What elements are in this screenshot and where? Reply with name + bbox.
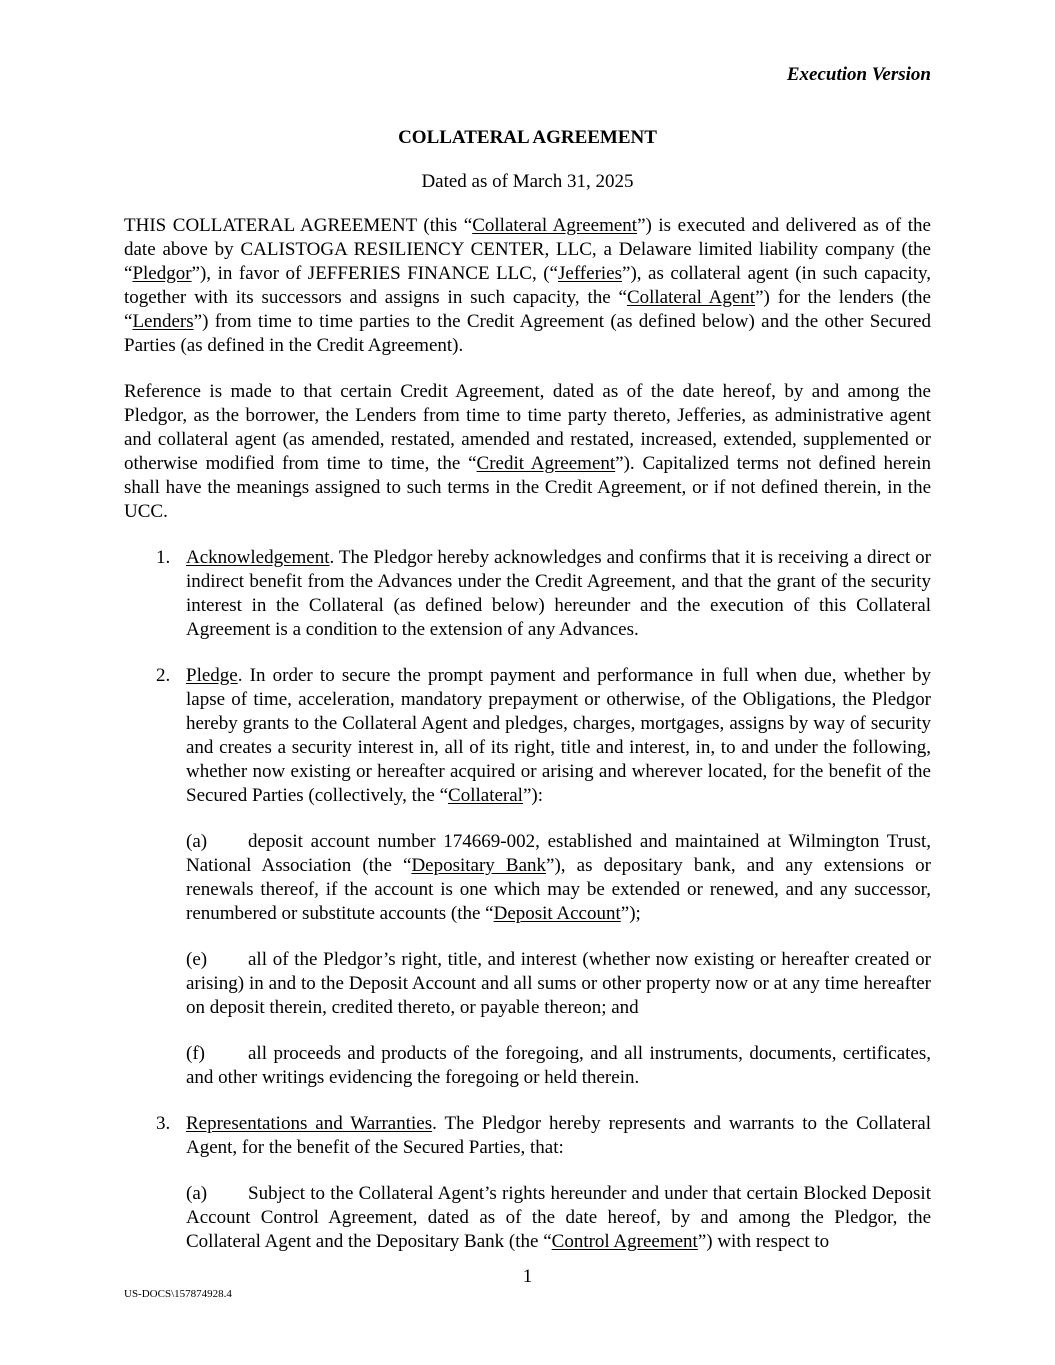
section-2: [124, 664, 931, 1090]
page-number: 1: [522, 1266, 533, 1287]
clause-a: (a) deposit account number 174669-002, established and maintained at Wilmington Trust, National Association (the “Depositary Bank”), as depositary bank, and any extensions or renewals thereof, if the account is one which may be extended or renewed, and any successor, renumbered or substitute accounts (the “Deposit Account”);: [186, 831, 931, 924]
document-title: COLLATERAL AGREEMENT: [398, 127, 657, 148]
section-heading: Pledge: [186, 665, 238, 686]
section-2-text: Pledge. In order to secure the prompt payment and performance in full when due, whether by lapse of time, acceleration, mandatory prepayment or otherwise, of the Obligations, the Pledgor hereby grants to the Collateral Agent and pledges, charges, mortgages, assigns by way of security and creates a security interest in, all of its right, title and interest, in, to and under the following, whether now existing or hereafter acquired or arising and wherever located, for the benefit of the Secured Parties (collectively, the “Collateral”):: [186, 665, 931, 806]
section-1: [124, 546, 931, 642]
defined-term: Jefferies: [558, 263, 623, 284]
section-heading: Acknowledgement: [186, 547, 330, 568]
section-3: [124, 1112, 931, 1254]
section-1-text: Acknowledgement. The Pledgor hereby acknowledges and confirms that it is receiving a direct or indirect benefit from the Advances under the Credit Agreement, and that the grant of the security interest in the Collateral (as defined below) hereunder and the execution of this Collateral Agreement is a condition to the extension of any Advances.: [186, 547, 931, 640]
clause-f: (f) all proceeds and products of the foregoing, and all instruments, documents, certificates, and other writings evidencing the foregoing or held therein.: [186, 1043, 931, 1088]
clause-label: (f): [186, 1043, 205, 1064]
defined-term: Collateral Agent: [626, 287, 756, 308]
execution-version-label: Execution Version: [786, 64, 931, 85]
defined-term: Depositary Bank: [411, 855, 547, 876]
section-number: 2.: [156, 665, 171, 686]
section-number: 3.: [156, 1113, 171, 1134]
defined-term: Collateral: [448, 785, 523, 806]
clause-e: (e) all of the Pledgor’s right, title, and interest (whether now existing or hereafter created or arising) in and to the Deposit Account and all sums or other property now or at any time hereafter on deposit therein, credited thereto, or payable thereon; and: [186, 949, 931, 1018]
defined-term: Collateral Agreement: [472, 215, 638, 236]
defined-term: Deposit Account: [493, 903, 621, 924]
defined-term: Credit Agreement: [476, 453, 616, 474]
section-number: 1.: [156, 547, 171, 568]
defined-term: Lenders: [132, 311, 194, 332]
document-body: [124, 214, 931, 1276]
clause-label: (a): [186, 831, 208, 852]
intro-paragraph: THIS COLLATERAL AGREEMENT (this “Collateral Agreement”) is executed and delivered as of the date above by CALISTOGA RESILIENCY CENTER, LLC, a Delaware limited liability company (the “Pledgor”), in favor of JEFFERIES FINANCE LLC, (“Jefferies”), as collateral agent (in such capacity, together with its successors and assigns in such capacity, the “Collateral Agent”) for the lenders (the “Lenders”) from time to time parties to the Credit Agreement (as defined below) and the other Secured Parties (as defined in the Credit Agreement).: [124, 215, 931, 356]
clause-label: (e): [186, 949, 208, 970]
clause-label: (a): [186, 1183, 208, 1204]
defined-term: Control Agreement: [551, 1231, 698, 1252]
document-date: Dated as of March 31, 2025: [421, 171, 634, 192]
defined-term: Pledgor: [132, 263, 192, 284]
section-heading: Representations and Warranties: [186, 1113, 433, 1134]
section-3-text: Representations and Warranties. The Pledgor hereby represents and warrants to the Collateral Agent, for the benefit of the Secured Parties, that:: [186, 1113, 931, 1158]
document-id: US-DOCS\157874928.4: [124, 1288, 232, 1300]
reference-paragraph: Reference is made to that certain Credit Agreement, dated as of the date hereof, by and among the Pledgor, as the borrower, the Lenders from time to time party thereto, Jefferies, as administrative agent and collateral agent (as amended, restated, amended and restated, increased, extended, supplemented or otherwise modified from time to time, the “Credit Agreement”). Capitalized terms not defined herein shall have the meanings assigned to such terms in the Credit Agreement, or if not defined therein, in the UCC.: [124, 381, 931, 522]
clause-a: (a) Subject to the Collateral Agent’s rights hereunder and under that certain Blocked Deposit Account Control Agreement, dated as of the date hereof, by and among the Pledgor, the Collateral Agent and the Depositary Bank (the “Control Agreement”) with respect to: [186, 1183, 931, 1252]
